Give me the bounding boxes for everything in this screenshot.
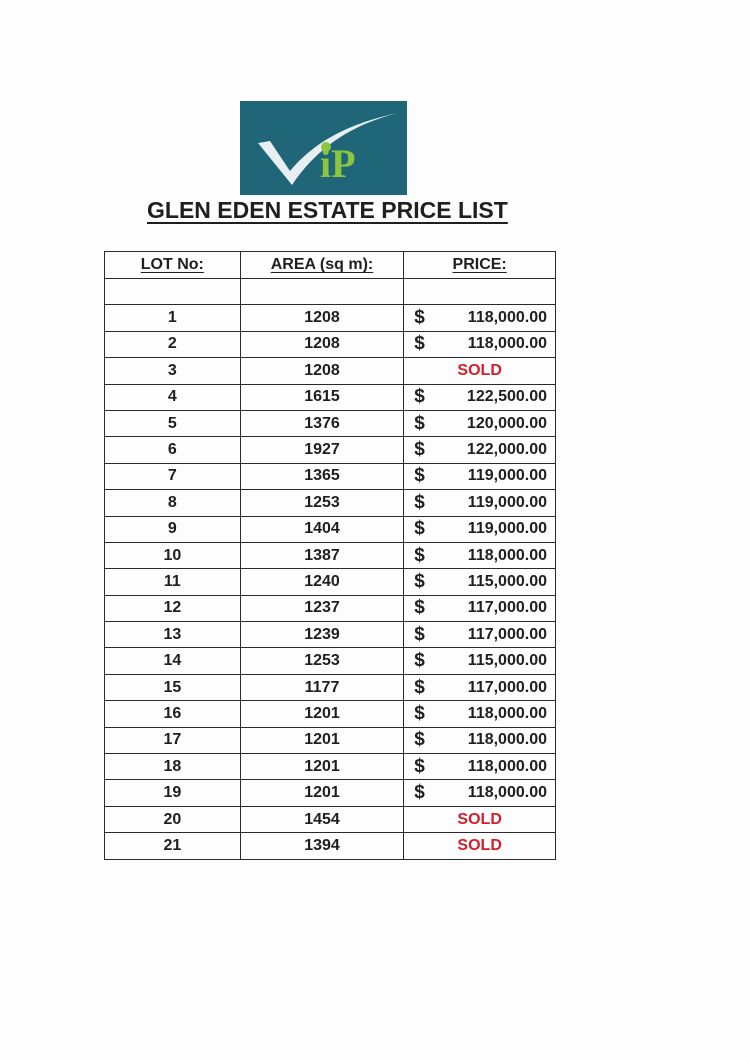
price-amount: 115,000.00: [467, 572, 547, 590]
logo-letters: iP: [320, 141, 356, 186]
price-cell: [404, 542, 556, 568]
table-row: [105, 516, 556, 542]
price-amount: 117,000.00: [467, 625, 547, 643]
price-amount: 118,000.00: [467, 309, 547, 327]
lot-number-cell: 4: [105, 384, 241, 410]
price-cell: [404, 648, 556, 674]
price-cell: [404, 727, 556, 753]
area-cell: 1404: [240, 516, 404, 542]
table-row: [105, 780, 556, 806]
price-amount: 120,000.00: [466, 414, 547, 432]
price-amount: 118,000.00: [467, 757, 547, 775]
area-cell: 1376: [240, 410, 404, 436]
lot-number-cell: 16: [105, 701, 241, 727]
price-amount: 118,000.00: [467, 335, 547, 353]
currency-symbol: $: [414, 412, 425, 434]
currency-symbol: $: [414, 676, 425, 698]
area-cell: 1201: [240, 754, 404, 780]
lot-number-cell: 5: [105, 410, 241, 436]
area-cell: 1201: [240, 727, 404, 753]
table-row: [105, 701, 556, 727]
price-amount: 119,000.00: [467, 493, 547, 511]
sold-label: SOLD: [457, 810, 502, 828]
area-cell: 1208: [240, 331, 404, 357]
area-cell: 1927: [240, 437, 404, 463]
area-cell: 1201: [240, 780, 404, 806]
lot-number-cell: 18: [105, 754, 241, 780]
currency-symbol: $: [414, 333, 425, 355]
table-row: [105, 727, 556, 753]
currency-symbol: $: [414, 386, 425, 408]
table-row: [105, 358, 556, 384]
price-amount: 117,000.00: [467, 599, 547, 617]
price-cell: [404, 410, 556, 436]
vip-logo: [240, 101, 407, 195]
currency-symbol: $: [414, 439, 425, 461]
table-row: [105, 806, 556, 832]
lot-number-cell: 12: [105, 595, 241, 621]
table-row: [105, 595, 556, 621]
price-amount: 118,000.00: [467, 704, 547, 722]
currency-symbol: $: [414, 518, 425, 540]
price-cell: [404, 674, 556, 700]
price-cell: [404, 780, 556, 806]
area-cell: 1208: [240, 305, 404, 331]
table-row: [105, 490, 556, 516]
lot-number-cell: 3: [105, 358, 241, 384]
price-cell: [404, 437, 556, 463]
table-spacer-row: [105, 279, 556, 305]
currency-symbol: $: [414, 597, 425, 619]
currency-symbol: $: [414, 702, 425, 724]
price-amount: 118,000.00: [467, 546, 547, 564]
lot-number-cell: 7: [105, 463, 241, 489]
currency-symbol: $: [414, 570, 425, 592]
price-cell: [404, 516, 556, 542]
price-amount: 118,000.00: [467, 784, 547, 802]
table-row: [105, 569, 556, 595]
lot-number-cell: 1: [105, 305, 241, 331]
area-cell: 1177: [240, 674, 404, 700]
lot-number-cell: 13: [105, 622, 241, 648]
lot-number-cell: 17: [105, 727, 241, 753]
area-cell: 1365: [240, 463, 404, 489]
currency-symbol: $: [414, 544, 425, 566]
price-amount: 119,000.00: [467, 520, 547, 538]
lot-number-cell: 10: [105, 542, 241, 568]
header-price: PRICE:: [404, 252, 556, 279]
area-cell: 1253: [240, 648, 404, 674]
table-row: [105, 410, 556, 436]
price-cell: [404, 490, 556, 516]
price-cell: [404, 331, 556, 357]
page-title-text: GLEN EDEN ESTATE PRICE LIST: [147, 197, 508, 223]
table-row: [105, 384, 556, 410]
table-row: [105, 833, 556, 859]
table-row: [105, 437, 556, 463]
lot-number-cell: 15: [105, 674, 241, 700]
page-title: [147, 197, 567, 224]
lot-number-cell: 8: [105, 490, 241, 516]
price-cell: [404, 595, 556, 621]
table-row: [105, 331, 556, 357]
currency-symbol: $: [414, 465, 425, 487]
table-row: [105, 622, 556, 648]
currency-symbol: $: [414, 307, 425, 329]
lot-number-cell: 21: [105, 833, 241, 859]
header-area: AREA (sq m):: [240, 252, 404, 279]
table-row: [105, 542, 556, 568]
currency-symbol: $: [414, 755, 425, 777]
price-cell: [404, 358, 556, 384]
lot-number-cell: 20: [105, 806, 241, 832]
sold-label: SOLD: [457, 361, 502, 379]
price-cell: [404, 569, 556, 595]
currency-symbol: $: [414, 729, 425, 751]
currency-symbol: $: [414, 491, 425, 513]
price-cell: [404, 806, 556, 832]
table-row: [105, 674, 556, 700]
area-cell: 1237: [240, 595, 404, 621]
lot-number-cell: 2: [105, 331, 241, 357]
price-cell: [404, 754, 556, 780]
price-cell: [404, 384, 556, 410]
area-cell: 1454: [240, 806, 404, 832]
checkmark-logo-icon: [240, 101, 407, 195]
price-amount: 115,000.00: [467, 652, 547, 670]
lot-number-cell: 9: [105, 516, 241, 542]
area-cell: 1387: [240, 542, 404, 568]
lot-number-cell: 19: [105, 780, 241, 806]
price-cell: [404, 463, 556, 489]
price-amount: 118,000.00: [467, 731, 547, 749]
area-cell: 1239: [240, 622, 404, 648]
lot-number-cell: 14: [105, 648, 241, 674]
table-header-row: [105, 252, 556, 279]
price-cell: [404, 701, 556, 727]
price-amount: 119,000.00: [467, 467, 547, 485]
area-cell: 1615: [240, 384, 404, 410]
price-amount: 122,500.00: [466, 388, 547, 406]
price-cell: [404, 622, 556, 648]
area-cell: 1253: [240, 490, 404, 516]
table-row: [105, 648, 556, 674]
sold-label: SOLD: [457, 836, 502, 854]
table-row: [105, 463, 556, 489]
price-amount: 117,000.00: [467, 678, 547, 696]
area-cell: 1240: [240, 569, 404, 595]
currency-symbol: $: [414, 782, 425, 804]
area-cell: 1208: [240, 358, 404, 384]
area-cell: 1201: [240, 701, 404, 727]
table-row: [105, 754, 556, 780]
price-amount: 122,000.00: [466, 441, 547, 459]
currency-symbol: $: [414, 650, 425, 672]
table-row: [105, 305, 556, 331]
lot-number-cell: 6: [105, 437, 241, 463]
price-cell: [404, 833, 556, 859]
currency-symbol: $: [414, 623, 425, 645]
area-cell: 1394: [240, 833, 404, 859]
price-table: [104, 251, 556, 860]
header-lot: LOT No:: [105, 252, 241, 279]
lot-number-cell: 11: [105, 569, 241, 595]
price-cell: [404, 305, 556, 331]
